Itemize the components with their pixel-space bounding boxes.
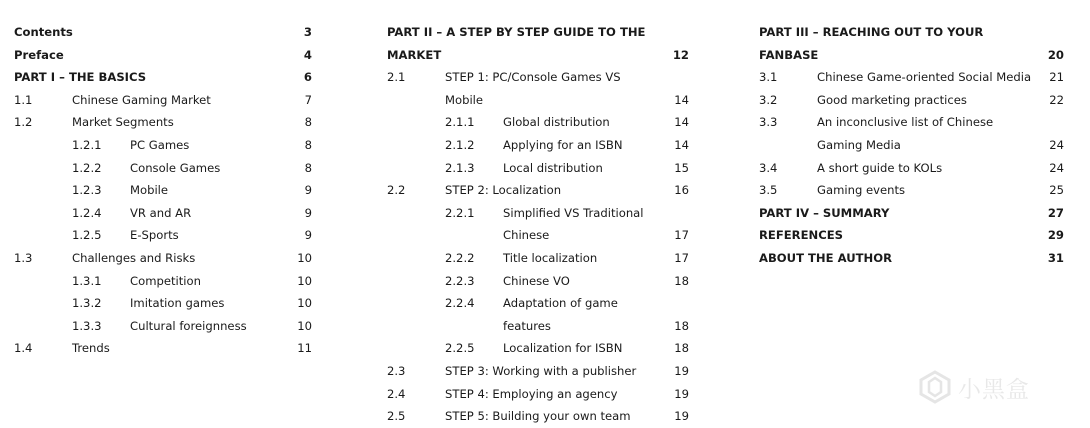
toc-entry-page: 9 <box>304 205 312 220</box>
toc-entry-page: 4 <box>303 47 312 62</box>
toc-entry-page: 8 <box>304 160 312 175</box>
toc-entry-page: 18 <box>674 341 689 356</box>
toc-entry-page: 10 <box>297 296 312 311</box>
toc-entry-page: 19 <box>674 363 689 378</box>
toc-entry-title: Console Games <box>130 160 221 175</box>
toc-entry-page: 14 <box>674 92 689 107</box>
toc-entry-number: 3.1 <box>759 70 778 85</box>
toc-entry-number: 2.2.4 <box>445 296 475 311</box>
toc-entry-title: REFERENCES <box>759 228 844 243</box>
toc-entry-title: Good marketing practices <box>817 92 967 107</box>
toc-entry[interactable] <box>387 157 689 180</box>
toc-entry[interactable] <box>14 111 312 134</box>
toc-entry-title: STEP 2: Localization <box>445 183 562 198</box>
toc-entry-title: PART II – A STEP BY STEP GUIDE TO THE MARKET <box>387 25 646 62</box>
watermark-text: 小黑盒 <box>958 376 1030 403</box>
watermark <box>918 362 1068 412</box>
toc-entry-page: 16 <box>674 183 689 198</box>
toc-entry-number: 1.2.4 <box>72 205 102 220</box>
toc-entry[interactable] <box>387 360 689 383</box>
toc-entry[interactable] <box>14 337 312 360</box>
toc-entry-number: 2.1.2 <box>445 137 475 152</box>
toc-entry-title: Chinese VO <box>503 273 570 288</box>
toc-entry-page: 9 <box>304 228 312 243</box>
toc-entry-title: PART I – THE BASICS <box>14 70 147 85</box>
toc-entry-page: 14 <box>674 137 689 152</box>
toc-entry-number: 2.2.1 <box>445 205 475 220</box>
toc-entry-title: STEP 3: Working with a publisher <box>445 363 637 378</box>
toc-entry-number: 1.2.2 <box>72 160 102 175</box>
toc-entry-title: Chinese Game-oriented Social Media <box>817 70 1032 85</box>
toc-entry-page: 9 <box>304 183 312 198</box>
toc-entry-number: 1.3 <box>14 250 33 265</box>
toc-entry-page: 22 <box>1049 92 1064 107</box>
toc-entry-number: 2.1 <box>387 70 406 85</box>
toc-entry-page: 25 <box>1049 183 1064 198</box>
toc-entry-page: 17 <box>674 228 689 243</box>
toc-entry-number: 1.4 <box>14 341 33 356</box>
toc-entry[interactable] <box>387 292 689 337</box>
toc-entry[interactable] <box>14 44 312 67</box>
toc-entry-page: 10 <box>297 273 312 288</box>
toc-entry-number: 3.5 <box>759 183 778 198</box>
toc-entry-title: Localization for ISBN <box>503 341 623 356</box>
toc-entry-title: Adaptation of game features <box>503 296 618 333</box>
toc-entry-title: ABOUT THE AUTHOR <box>759 250 893 265</box>
toc-entry[interactable] <box>14 247 312 270</box>
toc-entry[interactable] <box>387 111 689 134</box>
toc-entry-title: Local distribution <box>503 160 603 175</box>
toc-entry-number: 1.2.3 <box>72 183 102 198</box>
toc-entry-page: 10 <box>297 318 312 333</box>
toc-entry[interactable] <box>387 247 689 270</box>
toc-entry[interactable] <box>759 202 1064 225</box>
toc-entry-title: Chinese Gaming Market <box>72 92 211 107</box>
toc-entry[interactable] <box>387 405 689 428</box>
toc-entry-title: Simplified VS Traditional Chinese <box>503 205 644 243</box>
toc-entry[interactable] <box>14 157 312 180</box>
toc-entry-page: 27 <box>1047 205 1064 220</box>
toc-entry-page: 19 <box>674 409 689 424</box>
toc-entry-page: 3 <box>303 25 312 39</box>
heybox-logo-icon <box>918 370 952 404</box>
toc-entry-page: 24 <box>1049 160 1064 175</box>
toc-entry-page: 8 <box>304 115 312 130</box>
toc-entry-page: 8 <box>304 137 312 152</box>
toc-entry-title: Market Segments <box>72 115 174 130</box>
toc-entry-page: 21 <box>1049 70 1064 85</box>
toc-entry-title: PC Games <box>130 137 190 152</box>
toc-entry[interactable] <box>387 21 689 66</box>
toc-entry[interactable] <box>759 179 1064 202</box>
toc-entry[interactable] <box>759 157 1064 180</box>
toc-entry[interactable] <box>759 66 1064 89</box>
toc-entry-page: 31 <box>1047 250 1064 265</box>
toc-entry[interactable] <box>14 292 312 315</box>
toc-entry-number: 2.2.2 <box>445 250 475 265</box>
toc-entry-title: Global distribution <box>503 115 610 130</box>
toc-entry[interactable] <box>387 270 689 293</box>
toc-entry-title: Title localization <box>503 250 598 265</box>
toc-entry-number: 3.3 <box>759 115 778 130</box>
toc-entry-title: E-Sports <box>130 228 179 243</box>
toc-entry[interactable] <box>14 270 312 293</box>
toc-entry[interactable] <box>14 89 312 112</box>
toc-entry-title: STEP 5: Building your own team <box>445 409 631 424</box>
toc-entry-title: Trends <box>72 341 110 356</box>
toc-entry-title: Mobile <box>130 183 169 198</box>
toc-entry-page: 14 <box>674 115 689 130</box>
toc-entry-title: An inconclusive list of Chinese Gaming Media <box>817 115 994 152</box>
toc-entry[interactable] <box>387 134 689 157</box>
toc-entry[interactable] <box>14 134 312 157</box>
toc-entry-page: 18 <box>674 273 689 288</box>
toc-entry[interactable] <box>387 383 689 406</box>
toc-entry[interactable] <box>387 202 689 247</box>
toc-entry-title: Challenges and Risks <box>72 250 196 265</box>
toc-entry-title: Imitation games <box>130 296 225 311</box>
toc-entry[interactable] <box>14 202 312 225</box>
toc-entry[interactable] <box>759 247 1064 270</box>
toc-entry-page: 18 <box>674 318 689 333</box>
toc-entry-title: Competition <box>130 273 201 288</box>
toc-entry[interactable] <box>14 66 312 89</box>
toc-entry-number: 2.1.1 <box>445 115 475 130</box>
toc-entry-number: 2.4 <box>387 386 406 401</box>
toc-entry[interactable] <box>14 21 312 44</box>
toc-entry-title: STEP 4: Employing an agency <box>445 386 618 401</box>
toc-entry-title: Contents <box>14 25 73 39</box>
toc-entry-page: 6 <box>303 70 312 85</box>
toc-entry-title: Cultural foreignness <box>130 318 247 333</box>
toc-entry-title: Preface <box>14 47 64 62</box>
toc-entry[interactable] <box>759 224 1064 247</box>
toc-entry-title: STEP 1: PC/Console Games VS Mobile <box>445 70 621 107</box>
toc-entry-number: 1.2.1 <box>72 137 102 152</box>
toc-entry[interactable] <box>759 111 1064 156</box>
toc-entry-page: 24 <box>1049 137 1064 152</box>
toc-entry-number: 1.2 <box>14 115 33 130</box>
toc-entry-number: 2.2 <box>387 183 406 198</box>
toc-entry-page: 20 <box>1047 47 1064 62</box>
toc-entry-title: VR and AR <box>130 205 192 220</box>
toc-entry-number: 2.5 <box>387 409 406 424</box>
toc-column-2 <box>387 21 689 428</box>
toc-entry[interactable] <box>387 179 689 202</box>
toc-entry-page: 29 <box>1047 228 1064 243</box>
toc-entry[interactable] <box>14 179 312 202</box>
toc-entry[interactable] <box>387 337 689 360</box>
toc-entry[interactable] <box>759 21 1064 66</box>
toc-entry-title: Gaming events <box>817 183 906 198</box>
toc-column-3 <box>759 21 1064 270</box>
toc-entry-number: 3.2 <box>759 92 778 107</box>
toc-entry-number: 1.3.2 <box>72 296 102 311</box>
toc-entry-title: Applying for an ISBN <box>503 137 623 152</box>
toc-entry-title: PART III – REACHING OUT TO YOUR FANBASE <box>759 25 984 62</box>
toc-entry-page: 15 <box>674 160 689 175</box>
toc-entry-page: 11 <box>297 341 312 356</box>
toc-entry-number: 1.2.5 <box>72 228 102 243</box>
toc-entry-number: 3.4 <box>759 160 778 175</box>
toc-entry-page: 7 <box>304 92 312 107</box>
toc-entry-page: 17 <box>674 250 689 265</box>
toc-entry[interactable] <box>759 89 1064 112</box>
toc-entry[interactable] <box>14 224 312 247</box>
toc-column-1 <box>14 21 312 360</box>
toc-entry-number: 2.2.5 <box>445 341 475 356</box>
toc-entry-page: 19 <box>674 386 689 401</box>
toc-entry[interactable] <box>387 66 689 111</box>
toc-entry-number: 2.3 <box>387 363 406 378</box>
toc-entry-page: 12 <box>672 47 689 62</box>
toc-entry[interactable] <box>14 315 312 338</box>
toc-entry-number: 1.1 <box>14 92 33 107</box>
toc-entry-title: A short guide to KOLs <box>817 160 943 175</box>
toc-entry-number: 2.2.3 <box>445 273 475 288</box>
toc-entry-number: 1.3.3 <box>72 318 102 333</box>
toc-entry-number: 2.1.3 <box>445 160 475 175</box>
toc-entry-title: PART IV – SUMMARY <box>759 205 890 220</box>
toc-entry-page: 10 <box>297 250 312 265</box>
toc-entry-number: 1.3.1 <box>72 273 102 288</box>
